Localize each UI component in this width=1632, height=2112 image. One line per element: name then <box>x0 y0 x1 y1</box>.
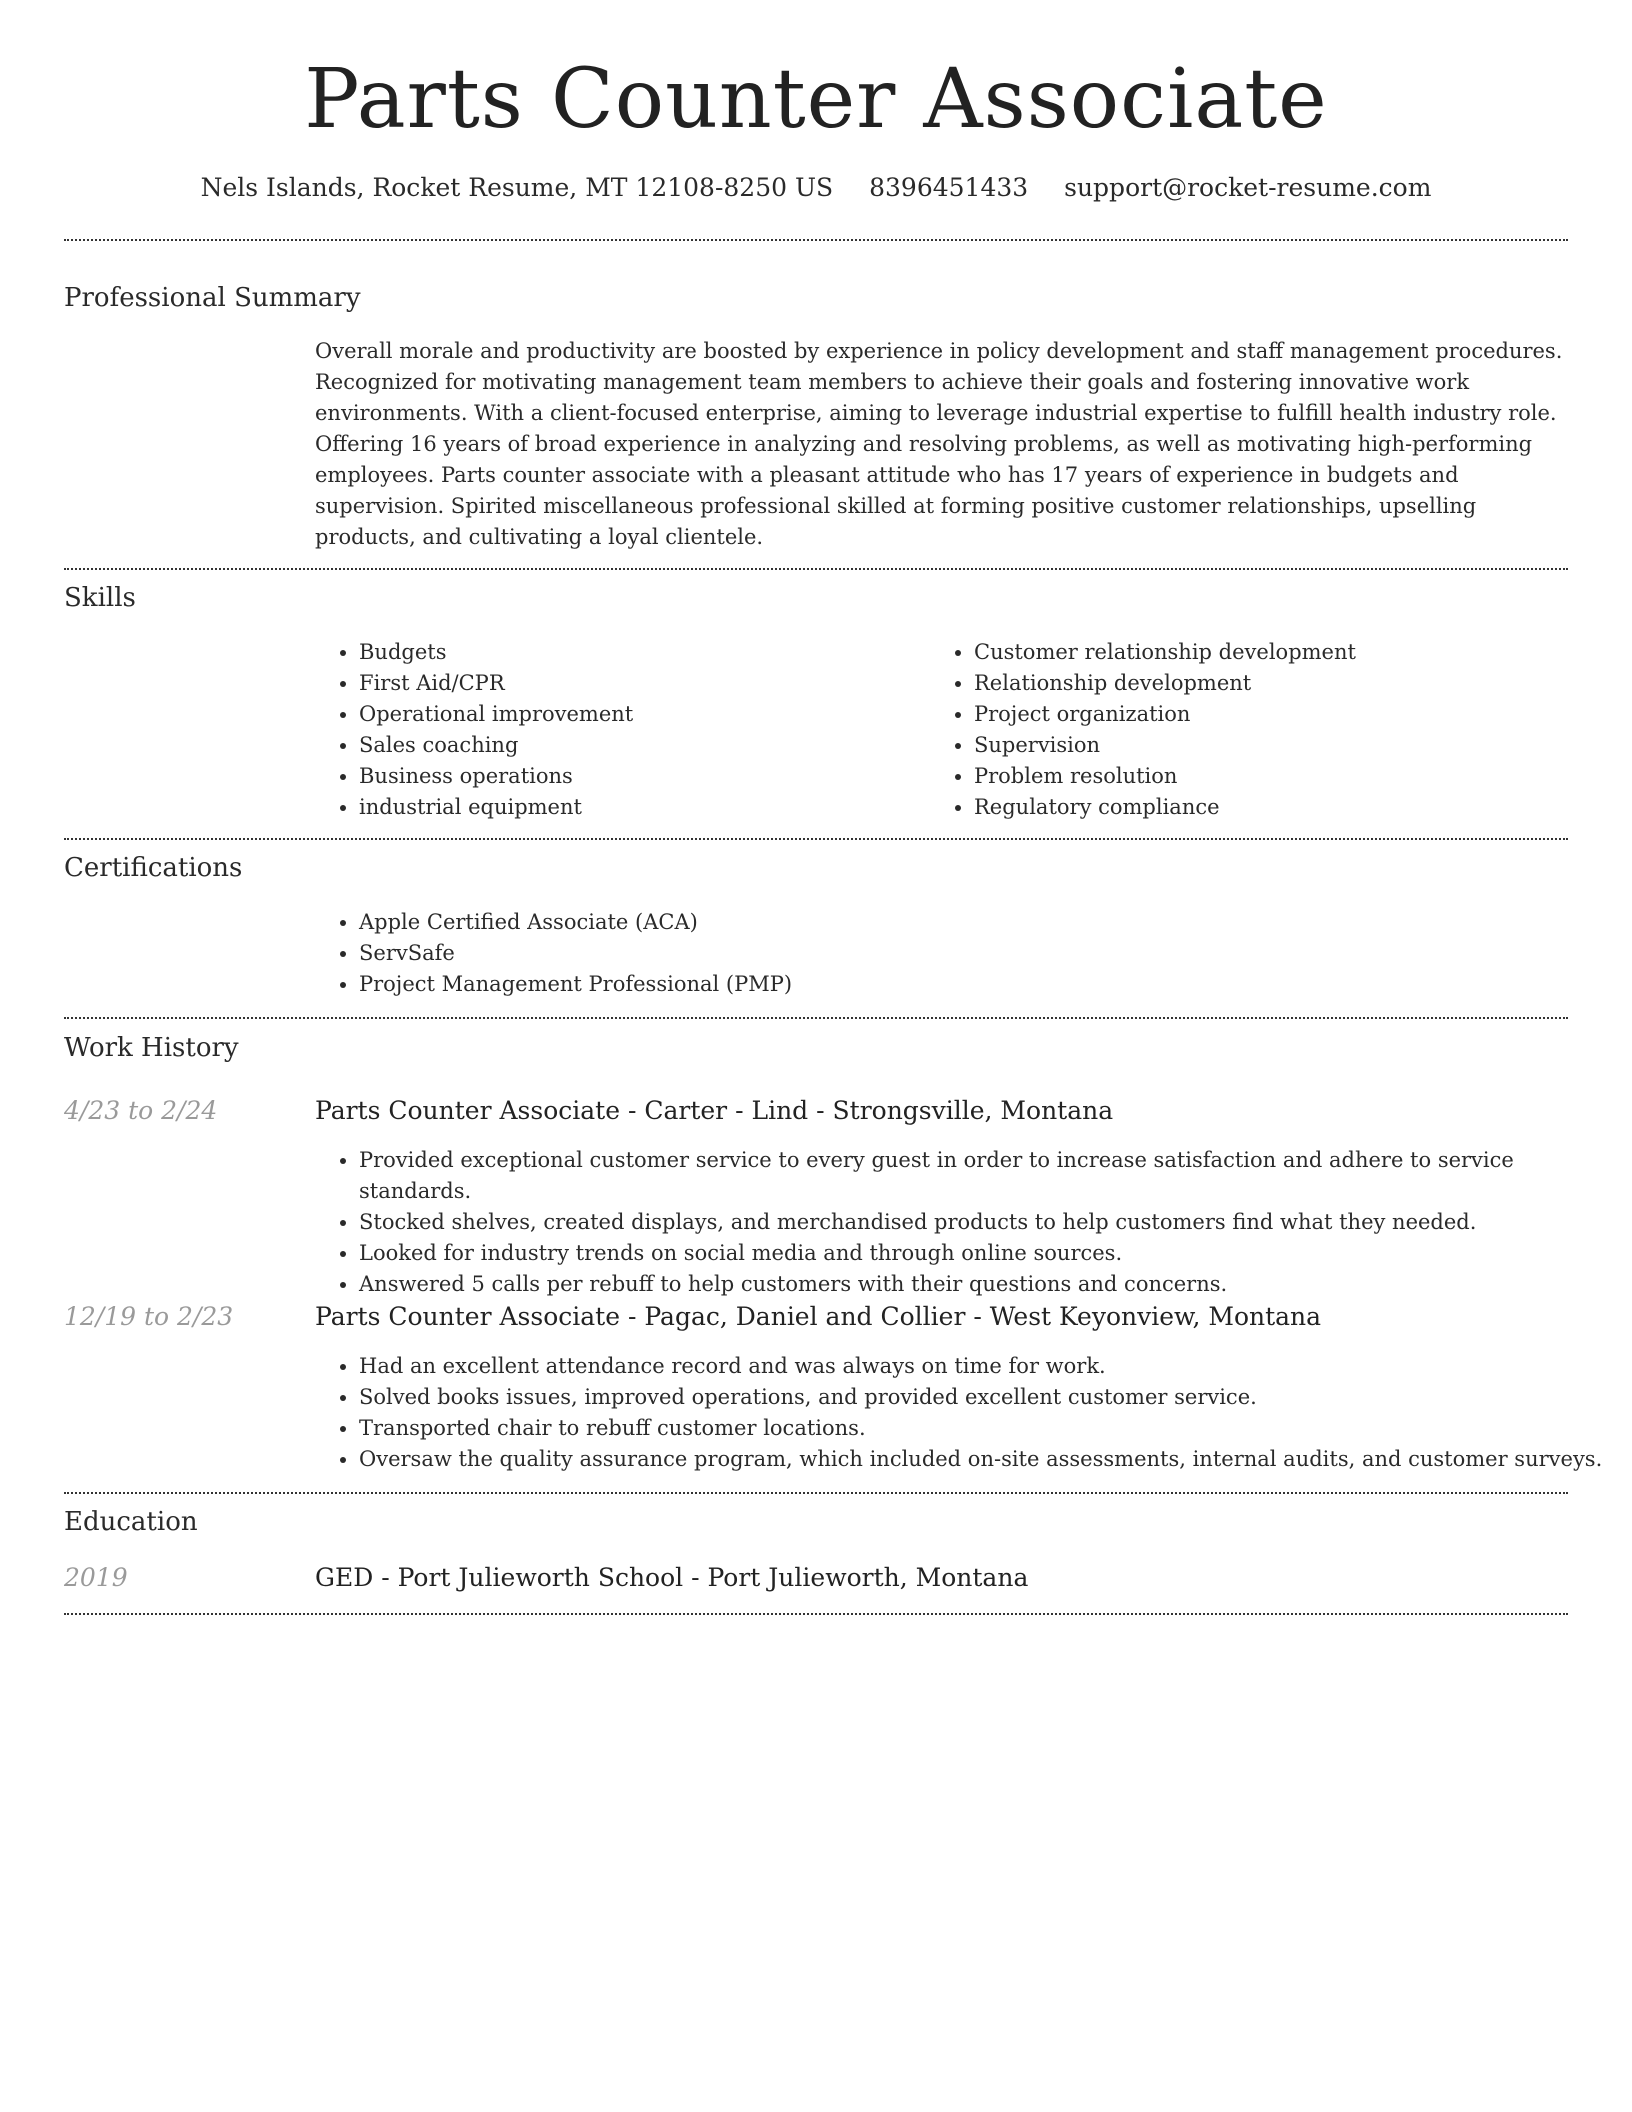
job-heading <box>315 1300 1321 1334</box>
list-item: • Supervision <box>974 730 1594 761</box>
section-title-work-history: Work History <box>64 1033 239 1063</box>
resume-name: Parts Counter Associate <box>304 52 1328 147</box>
list-item: • Budgets <box>359 637 919 668</box>
list-item: • ServSafe <box>359 938 1609 969</box>
job-company: - Pagac, Daniel and Collier - West Keyonview, Montana <box>620 1302 1322 1331</box>
list-item: • Solved books issues, improved operations, and provided excellent customer service. <box>359 1382 1619 1413</box>
job-role: Parts Counter Associate <box>315 1096 621 1125</box>
job-bullets <box>315 1351 1619 1475</box>
divider <box>64 1017 1568 1019</box>
job-bullets <box>315 1145 1619 1300</box>
list-item: • Apple Certified Associate (ACA) <box>359 907 1609 938</box>
divider <box>64 1492 1568 1494</box>
skills-list-left <box>315 637 919 823</box>
education-heading <box>315 1561 1028 1595</box>
list-item: • Project Management Professional (PMP) <box>359 969 1609 1000</box>
list-item: • Sales coaching <box>359 730 919 761</box>
list-item: • Provided exceptional customer service to every guest in order to increase satisfaction and adhere to service standards. <box>359 1145 1619 1207</box>
contact-email: support@rocket-resume.com <box>1064 173 1432 202</box>
contact-phone: 8396451433 <box>869 173 1029 202</box>
job-heading <box>315 1094 1113 1128</box>
list-item: • Problem resolution <box>974 761 1594 792</box>
summary-text: Overall morale and productivity are boosted by experience in policy development and staff management procedures. Recognized for motivating management team members to achieve their goals and fostering innovative work environments. With a client-focused enterprise, aiming to leverage industrial expertise to fulfill health industry role. Offering 16 years of broad experience in analyzing and resolving problems, as well as motivating high-performing employees. Parts counter associate with a pleasant attitude who has 17 years of experience in budgets and supervision. Spirited miscellaneous professional skilled at forming positive customer relationships, upselling products, and cultivating a loyal clientele. <box>315 339 1563 549</box>
list-item: • First Aid/CPR <box>359 668 919 699</box>
section-title-education: Education <box>64 1507 198 1537</box>
divider <box>64 568 1568 570</box>
job-company: - Carter - Lind - Strongsville, Montana <box>620 1096 1114 1125</box>
list-item: • Transported chair to rebuff customer locations. <box>359 1413 1619 1444</box>
contact-line <box>64 170 1568 206</box>
list-item: • Had an excellent attendance record and was always on time for work. <box>359 1351 1619 1382</box>
education-year: 2019 <box>64 1563 128 1592</box>
skills-list-right <box>930 637 1594 823</box>
list-item: • Stocked shelves, created displays, and merchandised products to help customers find what they needed. <box>359 1207 1619 1238</box>
section-title-summary: Professional Summary <box>64 283 361 313</box>
job-dates: 4/23 to 2/24 <box>64 1096 218 1125</box>
list-item: • Regulatory compliance <box>974 792 1594 823</box>
section-title-skills: Skills <box>64 583 136 613</box>
list-item: • Looked for industry trends on social media and through online sources. <box>359 1238 1619 1269</box>
job-role: Parts Counter Associate <box>315 1302 621 1331</box>
certifications-list <box>315 907 1609 1000</box>
list-item: • Business operations <box>359 761 919 792</box>
section-title-certifications: Certifications <box>64 853 243 883</box>
divider <box>64 838 1568 840</box>
list-item: • Relationship development <box>974 668 1594 699</box>
divider <box>64 1613 1568 1615</box>
list-item: • Customer relationship development <box>974 637 1594 668</box>
list-item: • Oversaw the quality assurance program, which included on-site assessments, internal audits, and customer surveys. <box>359 1444 1619 1475</box>
list-item: • industrial equipment <box>359 792 919 823</box>
education-degree: GED <box>315 1563 374 1592</box>
divider <box>64 239 1568 241</box>
job-dates: 12/19 to 2/23 <box>64 1302 234 1331</box>
education-school: - Port Julieworth School - Port Julieworth, Montana <box>373 1563 1029 1592</box>
list-item: • Operational improvement <box>359 699 919 730</box>
contact-address: Nels Islands, Rocket Resume, MT 12108-8250 US <box>200 173 834 202</box>
list-item: • Project organization <box>974 699 1594 730</box>
list-item: • Answered 5 calls per rebuff to help customers with their questions and concerns. <box>359 1269 1619 1300</box>
